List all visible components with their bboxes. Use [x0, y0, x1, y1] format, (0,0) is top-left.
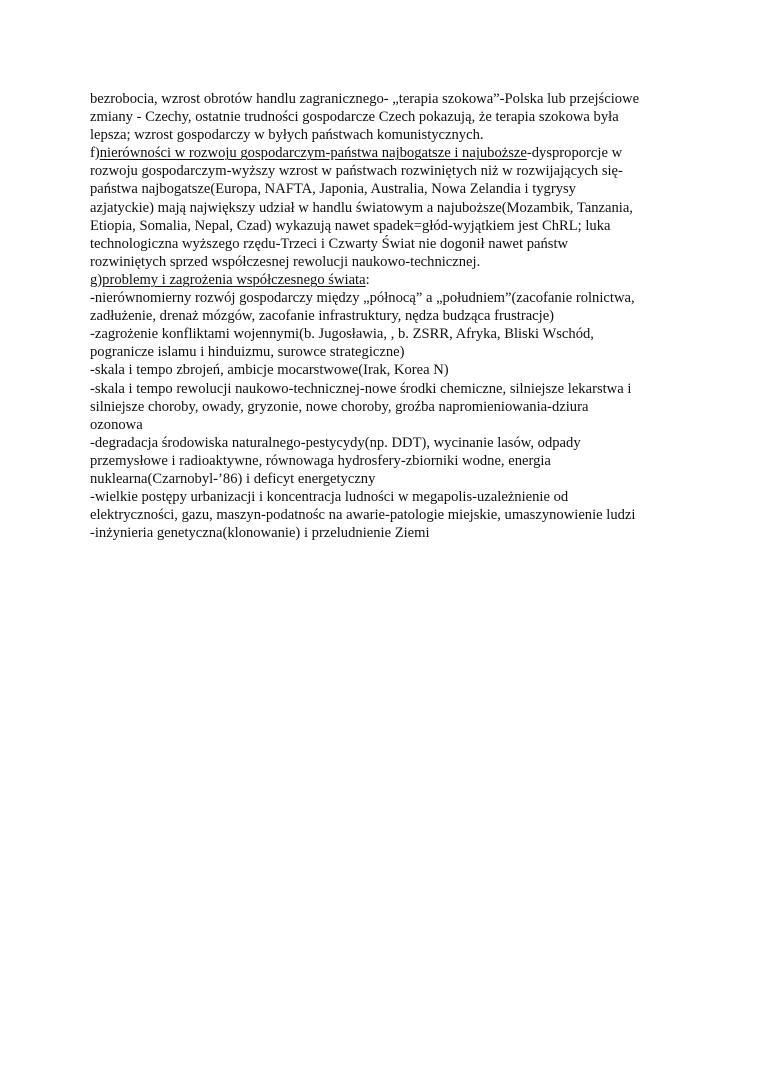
text-line: [90, 108, 680, 126]
text-line: [90, 90, 680, 108]
text-segment: -nierównomierny rozwój gospodarczy między „północą” a „południem”(zacofanie rolnictwa,: [90, 290, 635, 307]
document-text: [90, 90, 680, 542]
text-segment: zadłużenie, drenaż mózgów, zacofanie infrastruktury, nędza budząca frustracje): [90, 308, 555, 325]
text-line: [90, 343, 680, 361]
text-line: [90, 524, 680, 542]
text-line: [90, 325, 680, 343]
text-line: [90, 380, 680, 398]
text-segment: technologiczna wyższego rzędu-Trzeci i Czwarty Świat nie dogonił nawet państw: [90, 235, 569, 252]
text-segment: g): [90, 271, 103, 288]
text-segment: -skala i tempo zbrojeń, ambicje mocarstwowe(Irak, Korea N): [90, 362, 449, 379]
text-segment: -wielkie postępy urbanizacji i koncentracja ludności w megapolis-uzależnienie od: [90, 489, 569, 506]
text-segment: zmiany - Czechy, ostatnie trudności gospodarcze Czech pokazują, że terapia szokowa była: [90, 109, 619, 126]
text-line: [90, 452, 680, 470]
text-line: [90, 434, 680, 452]
text-segment: pogranicze islamu i hinduizmu, surowce strategiczne): [90, 344, 405, 361]
text-line: [90, 289, 680, 307]
text-line: [90, 199, 680, 217]
text-line: [90, 361, 680, 379]
text-segment: elektryczności, gazu, maszyn-podatnośc na awarie-patologie miejskie, umaszynowienie ludzi: [90, 507, 636, 524]
text-segment: silniejsze choroby, owady, gryzonie, nowe choroby, groźba napromieniowania-dziura: [90, 398, 589, 415]
text-line: [90, 506, 680, 524]
text-segment: -degradacja środowiska naturalnego-pestycydy(np. DDT), wycinanie lasów, odpady: [90, 434, 581, 451]
text-line: [90, 217, 680, 235]
text-line: [90, 253, 680, 271]
text-segment: rozwoju gospodarczym-wyższy wzrost w państwach rozwiniętych niż w rozwijających się-: [90, 163, 623, 180]
underlined-heading-text: nierówności w rozwoju gospodarczym-państwa najbogatsze i najuboższe: [99, 145, 527, 162]
text-line: [90, 488, 680, 506]
text-segment: azjatyckie) mają największy udział w handlu światowym a najuboższe(Mozambik, Tanzania,: [90, 199, 633, 216]
text-segment: -dysproporcje w: [526, 145, 623, 162]
text-segment: ozonowa: [90, 416, 143, 433]
text-segment: :: [365, 271, 370, 288]
text-segment: f): [90, 145, 100, 162]
text-segment: państwa najbogatsze(Europa, NAFTA, Japonia, Australia, Nowa Zelandia i tygrysy: [90, 181, 576, 198]
text-segment: rozwiniętych sprzed współczesnej rewolucji naukowo-technicznej.: [90, 253, 481, 270]
text-line: [90, 144, 680, 162]
underlined-heading-text: problemy i zagrożenia współczesnego świata: [102, 271, 366, 288]
text-line: [90, 470, 680, 488]
text-segment: -inżynieria genetyczna(klonowanie) i przeludnienie Ziemi: [90, 525, 430, 542]
text-segment: -skala i tempo rewolucji naukowo-technicznej-nowe środki chemiczne, silniejsze lekarstwa i: [90, 380, 632, 397]
text-segment: lepsza; wzrost gospodarczy w byłych państwach komunistycznych.: [90, 127, 484, 144]
text-line: [90, 271, 680, 289]
text-line: [90, 235, 680, 253]
text-line: [90, 180, 680, 198]
text-line: [90, 126, 680, 144]
text-segment: przemysłowe i radioaktywne, równowaga hydrosfery-zbiorniki wodne, energia: [90, 452, 551, 469]
text-line: [90, 398, 680, 416]
text-segment: -zagrożenie konfliktami wojennymi(b. Jugosławia, , b. ZSRR, Afryka, Bliski Wschód,: [90, 326, 594, 343]
text-segment: Etiopia, Somalia, Nepal, Czad) wykazują nawet spadek=głód-wyjątkiem jest ChRL; luka: [90, 217, 611, 234]
text-line: [90, 416, 680, 434]
text-line: [90, 162, 680, 180]
text-line: [90, 307, 680, 325]
text-segment: bezrobocia, wzrost obrotów handlu zagranicznego- „terapia szokowa”-Polska lub przejściowe: [90, 91, 640, 107]
text-segment: nuklearna(Czarnobyl-’86) i deficyt energetyczny: [90, 470, 376, 487]
